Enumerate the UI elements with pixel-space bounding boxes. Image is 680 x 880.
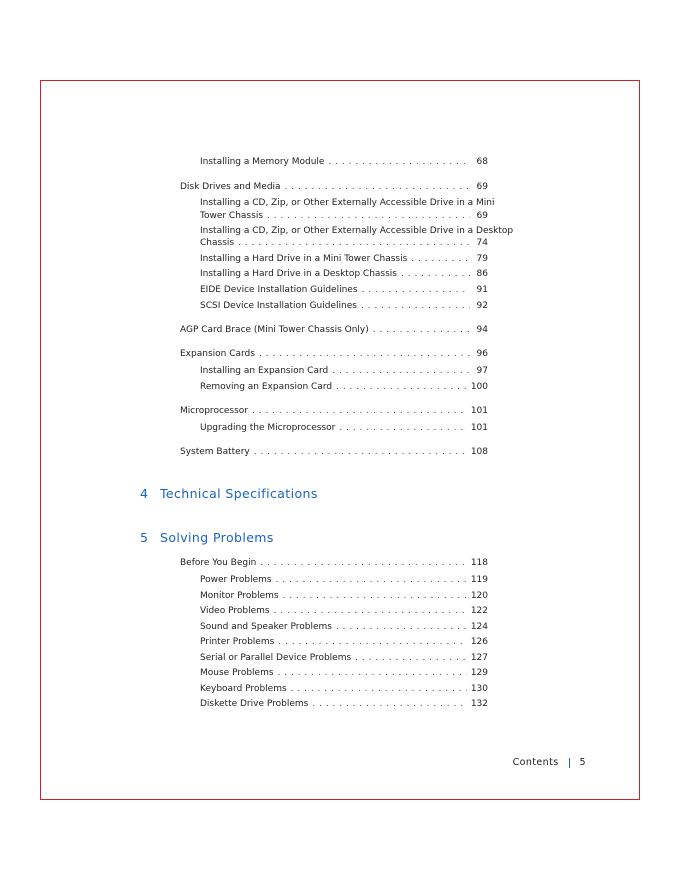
toc-page: 68 — [476, 157, 488, 167]
chapter-number: 4 — [140, 486, 149, 501]
toc-entry-mouse[interactable] — [200, 667, 488, 679]
toc-page: 126 — [470, 637, 488, 647]
leader-dots — [312, 698, 466, 710]
toc-label: Expansion Cards — [180, 349, 255, 359]
toc-page: 100 — [470, 382, 488, 392]
toc-entry-printer[interactable] — [200, 636, 488, 648]
leader-dots — [254, 446, 467, 458]
toc-page: 94 — [476, 325, 488, 335]
toc-label: Video Problems — [200, 606, 270, 616]
leader-dots — [291, 683, 467, 695]
toc-label: Mouse Problems — [200, 668, 274, 678]
toc-entry-scsi[interactable] — [200, 300, 488, 312]
toc-entry-memory[interactable] — [200, 156, 488, 168]
toc-entry-disk-drives[interactable] — [180, 181, 488, 193]
toc-label: Disk Drives and Media — [180, 182, 281, 192]
toc-entry-diskette[interactable] — [200, 698, 488, 710]
toc-label: Before You Begin — [180, 558, 257, 568]
toc-label: Keyboard Problems — [200, 684, 287, 694]
leader-dots — [336, 381, 467, 393]
leader-dots — [267, 210, 470, 222]
toc-page: 101 — [470, 406, 488, 416]
leader-dots — [278, 636, 467, 648]
toc-page: 118 — [470, 558, 488, 568]
toc-page: 91 — [476, 285, 488, 295]
leader-dots — [373, 324, 470, 336]
leader-dots — [332, 365, 470, 377]
leader-dots — [336, 621, 467, 633]
toc-page: 108 — [470, 447, 488, 457]
toc-label: Monitor Problems — [200, 591, 279, 601]
toc-label: Printer Problems — [200, 637, 275, 647]
toc-label: AGP Card Brace (Mini Tower Chassis Only) — [180, 325, 369, 335]
toc-entry-before-begin[interactable] — [180, 557, 488, 569]
toc-page: 120 — [470, 591, 488, 601]
chapter-number: 5 — [140, 530, 149, 545]
chapter-heading-4[interactable] — [140, 486, 318, 501]
toc-entry-agp[interactable] — [180, 324, 488, 336]
toc-page: 130 — [470, 684, 488, 694]
toc-label: Sound and Speaker Problems — [200, 622, 332, 632]
toc-entry-cd-mini[interactable] — [200, 210, 488, 222]
leader-dots — [276, 574, 467, 586]
toc-page: 119 — [470, 575, 488, 585]
leader-dots — [339, 422, 466, 434]
toc-entry-exp-remove[interactable] — [200, 381, 488, 393]
toc-entry-video[interactable] — [200, 605, 488, 617]
leader-dots — [401, 268, 470, 280]
toc-page: 69 — [476, 182, 488, 192]
footer-separator — [569, 758, 570, 768]
leader-dots — [278, 667, 467, 679]
toc-label: Power Problems — [200, 575, 272, 585]
toc-page: 86 — [476, 269, 488, 279]
toc-entry-power[interactable] — [200, 574, 488, 586]
toc-entry-microprocessor[interactable] — [180, 405, 488, 417]
toc-page: 79 — [476, 254, 488, 264]
toc-label: Installing a Hard Drive in a Mini Tower Chassis — [200, 254, 408, 264]
toc-page: 97 — [476, 366, 488, 376]
toc-label: Installing an Expansion Card — [200, 366, 329, 376]
toc-label: EIDE Device Installation Guidelines — [200, 285, 358, 295]
toc-page: 124 — [470, 622, 488, 632]
leader-dots — [362, 284, 470, 296]
toc-page: 96 — [476, 349, 488, 359]
leader-dots — [260, 557, 467, 569]
toc-label: Tower Chassis — [200, 211, 264, 221]
toc-page: 122 — [470, 606, 488, 616]
leader-dots — [238, 237, 470, 249]
footer-page-number: 5 — [579, 757, 586, 768]
toc-label: SCSI Device Installation Guidelines — [200, 301, 357, 311]
toc-entry-monitor[interactable] — [200, 590, 488, 602]
toc-entry-eide[interactable] — [200, 284, 488, 296]
toc-entry-cd-desktop[interactable] — [200, 237, 488, 249]
toc-entry-cd-mini-line1[interactable]: Installing a CD, Zip, or Other Externally Accessible Drive in a Mini — [200, 198, 495, 208]
leader-dots — [328, 156, 470, 168]
page-footer — [480, 757, 586, 768]
footer-label: Contents — [512, 757, 559, 768]
toc-label: Chassis — [200, 238, 235, 248]
toc-entry-hd-desktop[interactable] — [200, 268, 488, 280]
toc-page: 127 — [470, 653, 488, 663]
toc-page: 74 — [476, 238, 488, 248]
toc-entry-cd-desktop-line1[interactable]: Installing a CD, Zip, or Other Externally Accessible Drive in a Desktop — [200, 226, 514, 236]
toc-page: 69 — [476, 211, 488, 221]
toc-entry-micro-upgrade[interactable] — [200, 422, 488, 434]
chapter-title: Solving Problems — [160, 530, 274, 545]
toc-entry-sound[interactable] — [200, 621, 488, 633]
toc-entry-serial[interactable] — [200, 652, 488, 664]
toc-entry-expansion[interactable] — [180, 348, 488, 360]
toc-entry-keyboard[interactable] — [200, 683, 488, 695]
toc-label: Removing an Expansion Card — [200, 382, 333, 392]
toc-entry-hd-mini[interactable] — [200, 253, 488, 265]
chapter-heading-5[interactable] — [140, 530, 274, 545]
leader-dots — [252, 405, 467, 417]
toc-entry-exp-install[interactable] — [200, 365, 488, 377]
toc-label: System Battery — [180, 447, 250, 457]
leader-dots — [274, 605, 467, 617]
leader-dots — [259, 348, 470, 360]
leader-dots — [355, 652, 467, 664]
leader-dots — [283, 590, 467, 602]
toc-label: Installing a Hard Drive in a Desktop Chassis — [200, 269, 397, 279]
chapter-title: Technical Specifications — [160, 486, 318, 501]
leader-dots — [411, 253, 470, 265]
leader-dots — [361, 300, 470, 312]
toc-label: Microprocessor — [180, 406, 249, 416]
toc-entry-battery[interactable] — [180, 446, 488, 458]
toc-label: Installing a Memory Module — [200, 157, 325, 167]
toc-page: 92 — [476, 301, 488, 311]
toc-label: Diskette Drive Problems — [200, 699, 309, 709]
leader-dots — [285, 181, 470, 193]
toc-label: Upgrading the Microprocessor — [200, 423, 336, 433]
toc-page: 132 — [470, 699, 488, 709]
toc-page: 101 — [470, 423, 488, 433]
toc-page: 129 — [470, 668, 488, 678]
toc-label: Serial or Parallel Device Problems — [200, 653, 352, 663]
